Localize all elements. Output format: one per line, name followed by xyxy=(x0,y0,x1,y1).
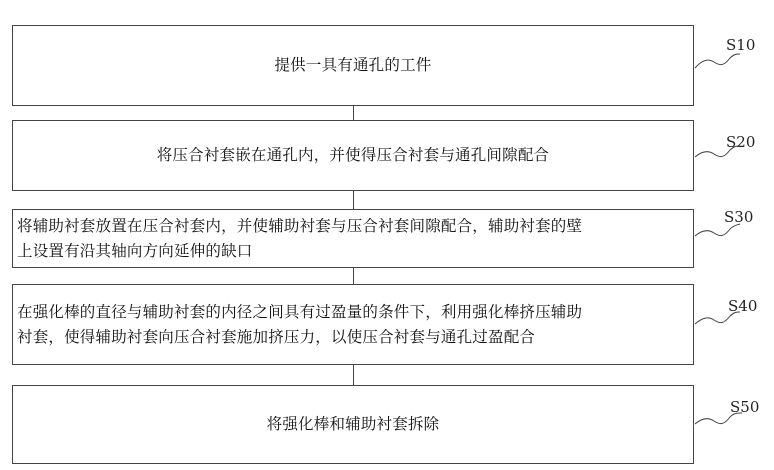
step-box-s20 xyxy=(12,120,694,191)
step-label-s40: S40 xyxy=(728,297,758,315)
connector-s10-s20 xyxy=(353,106,354,120)
step-text-s10: 提供一具有通孔的工件 xyxy=(274,56,432,74)
step-box-s40 xyxy=(12,284,694,365)
step-label-s10: S10 xyxy=(726,36,756,54)
step-text-s30-line-2: 上设置有沿其轴向方向延伸的缺口 xyxy=(17,241,253,260)
step-label-s50: S50 xyxy=(730,398,760,416)
step-text-s40-line-2: 衬套，使得辅助衬套向压合衬套施加挤压力，以使压合衬套与通孔过盈配合 xyxy=(17,327,536,346)
step-text-s50: 将强化棒和辅助衬套拆除 xyxy=(266,415,440,433)
connector-s30-s40 xyxy=(353,268,354,284)
connector-s20-s30 xyxy=(353,191,354,209)
step-label-s20: S20 xyxy=(726,133,756,151)
step-text-s30 xyxy=(13,214,693,264)
step-label-s30: S30 xyxy=(724,208,754,226)
connector-s40-s50 xyxy=(353,365,354,385)
step-text-s40 xyxy=(13,300,693,350)
step-box-s10 xyxy=(12,25,694,106)
step-box-s50 xyxy=(12,385,694,464)
leader-line-s10 xyxy=(695,54,740,68)
step-box-s30 xyxy=(12,209,694,268)
step-text-s20: 将压合衬套嵌在通孔内，并使得压合衬套与通孔间隙配合 xyxy=(156,146,550,164)
step-text-s40-line-1: 在强化棒的直径与辅助衬套的内径之间具有过盈量的条件下，利用强化棒挤压辅助 xyxy=(17,302,583,321)
step-text-s30-line-1: 将辅助衬套放置在压合衬套内，并使辅助衬套与压合衬套间隙配合，辅助衬套的壁 xyxy=(17,216,583,235)
